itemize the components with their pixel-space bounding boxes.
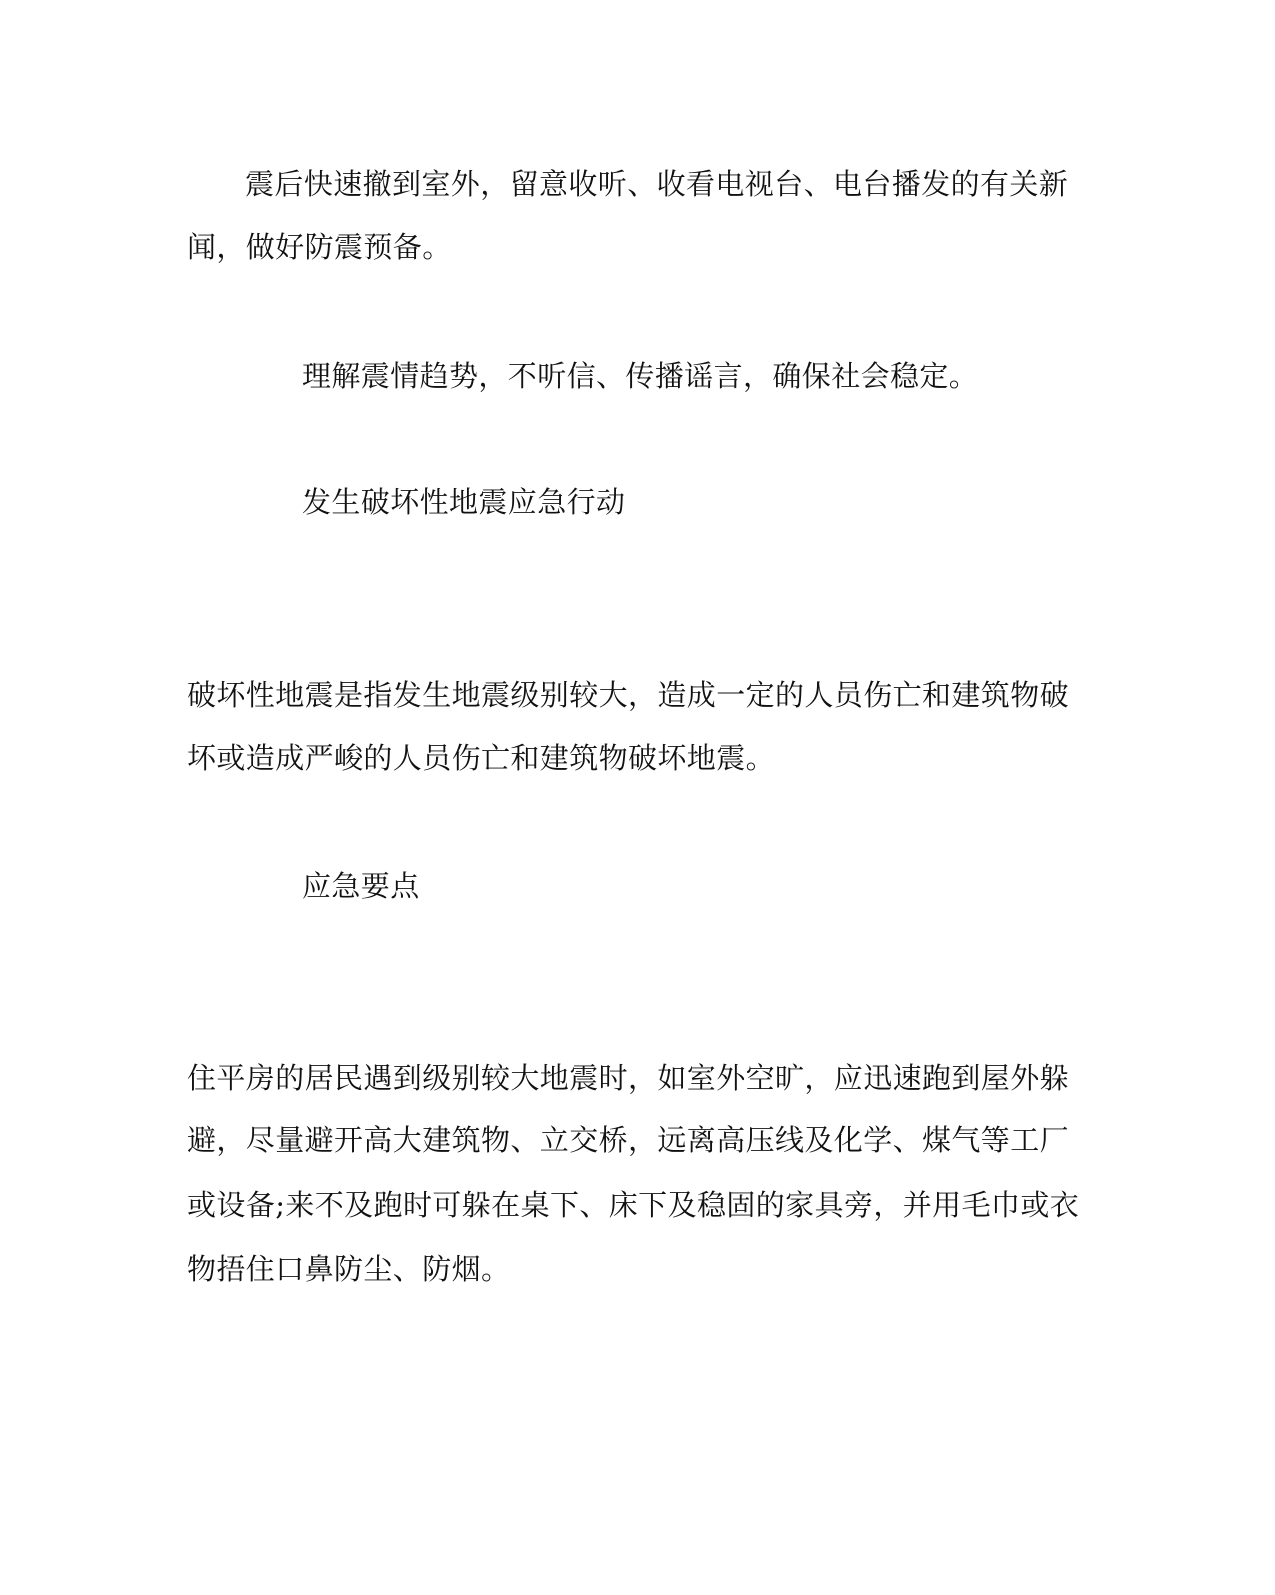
paragraph-4-line-1: 破坏性地震是指发生地震级别较大，造成一定的人员伤亡和建筑物破 bbox=[187, 678, 1070, 712]
paragraph-6-line-1: 住平房的居民遇到级别较大地震时，如室外空旷，应迅速跑到屋外躲 bbox=[187, 1061, 1070, 1095]
section-heading-key-points: 应急要点 bbox=[302, 869, 420, 903]
paragraph-6-line-3: 或设备;来不及跑时可躲在桌下、床下及稳固的家具旁，并用毛巾或衣 bbox=[187, 1188, 1080, 1222]
paragraph-2-line-1: 理解震情趋势，不听信、传播谣言，确保社会稳定。 bbox=[302, 359, 979, 393]
paragraph-1-line-1: 震后快速撤到室外，留意收听、收看电视台、电台播发的有关新 bbox=[245, 167, 1069, 201]
paragraph-4-line-2: 坏或造成严峻的人员伤亡和建筑物破坏地震。 bbox=[187, 741, 776, 775]
section-heading-emergency-action: 发生破坏性地震应急行动 bbox=[302, 485, 626, 519]
paragraph-6-line-4: 物捂住口鼻防尘、防烟。 bbox=[187, 1252, 511, 1286]
paragraph-6-line-2: 避，尽量避开高大建筑物、立交桥，远离高压线及化学、煤气等工厂 bbox=[187, 1123, 1070, 1157]
paragraph-1-line-2: 闻，做好防震预备。 bbox=[187, 230, 452, 264]
